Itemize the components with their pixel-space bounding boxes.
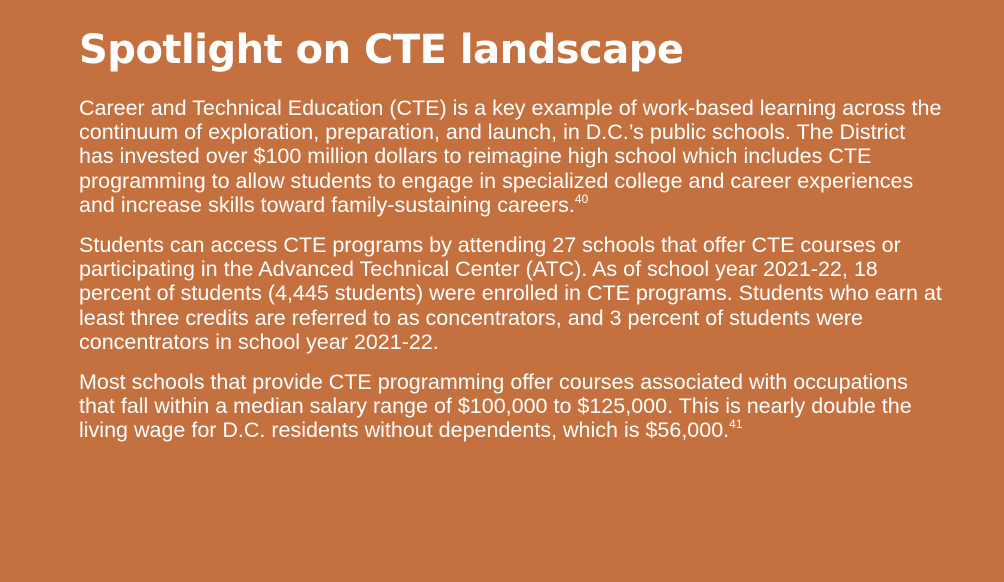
paragraph-cte-overview: [79, 96, 944, 217]
paragraph-cte-access: [79, 233, 944, 354]
footnote-marker: 41: [729, 417, 743, 432]
paragraph-text: Career and Technical Education (CTE) is a key example of work-based learning across the continuum of exploration, preparation, and launch, in D.C.’s public schools. The District has invested over $100 million dollars to reimagine high school which includes CTE programming to allow students to engage in specialized college and career experiences and increase skills toward family-sustaining careers.: [79, 96, 942, 217]
paragraph-text: Students can access CTE programs by attending 27 schools that offer CTE courses or participating in the Advanced Technical Center (ATC). As of school year 2021-22, 18 percent of students (4,445 students) were enrolled in CTE programs. Students who earn at least three credits are referred to as concentrators, and 3 percent of students were concentrators in school year 2021-22.: [79, 233, 942, 354]
paragraph-cte-salary: [79, 370, 944, 443]
footnote-marker: 40: [574, 191, 589, 206]
paragraph-text: Most schools that provide CTE programming offer courses associated with occupations that fall within a median salary range of $100,000 to $125,000. This is nearly double the living wage for D.C. residents without dependents, which is $56,000.: [79, 370, 912, 443]
panel-title: Spotlight on CTE landscape: [79, 27, 684, 73]
